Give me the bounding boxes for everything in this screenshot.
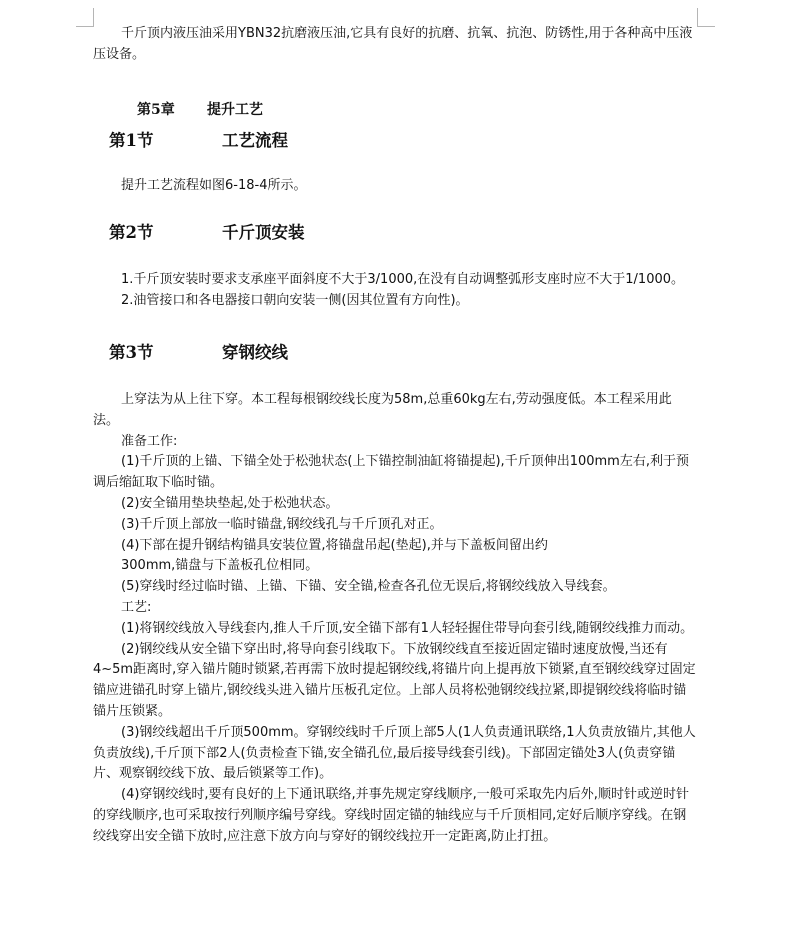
paragraph: (4)穿钢绞线时,要有良好的上下通讯联络,并事先规定穿线顺序,一般可采取先内后外,顺时针或逆时针的穿线顺序,也可采取按行列顺序编号穿线。穿线时固定锚的轴线应与千斤顶相同,定好后顺序穿线。在钢绞线穿出安全锚下放时,应注意下放方向与穿好的钢绞线拉开一定距离,防止打扭。 [93,787,689,844]
corner-mark-left-h [76,26,94,27]
document-page [93,24,697,848]
section-title: 穿钢绞线 [222,342,288,362]
corner-mark-right-h [697,26,715,27]
paragraph: (3)千斤顶上部放一临时锚盘,钢绞线孔与千斤顶孔对正。 [121,516,443,532]
section-number: 第1节 [109,130,154,150]
paragraph: (2)钢绞线从安全锚下穿出时,将导向套引线取下。下放钢绞线直至接近固定锚时速度放慢,当还有4~5m距离时,穿入锚片随时锁紧,若再需下放时提起钢绞线,将锚片向上提再放下锁紧,直至钢绞线穿过固定锚应进锚孔时穿上锚片,钢绞线头进入锚片压板孔定位。上部人员将松弛钢绞线拉紧,即提钢绞线将临时锚锚片压锁紧。 [93,641,696,719]
paragraph: 提升工艺流程如图6-18-4所示。 [121,177,307,193]
chapter-title: 提升工艺 [207,101,263,118]
paragraph: (4)下部在提升钢结构锚具安装位置,将锚盘吊起(垫起),并与下盖板间留出约 [121,537,548,553]
section-heading-2 [109,222,697,244]
section-title: 工艺流程 [222,130,288,150]
paragraph: 1.千斤顶安装时要求支承座平面斜度不大于3/1000,在没有自动调整弧形支座时应不大于1/1000。 [121,272,685,288]
chapter-number: 第5章 [137,101,175,118]
paragraph: (1)将钢绞线放入导线套内,推人千斤顶,安全锚下部有1人轻轻握住带导向套引线,随钢绞线推力而动。 [121,620,694,636]
paragraph: (2)安全锚用垫块垫起,处于松弛状态。 [121,495,339,511]
paragraph: 准备工作: [121,433,178,449]
paragraph: 2.油管接口和各电器接口朝向安装一侧(因其位置有方向性)。 [121,293,469,309]
paragraph: (5)穿线时经过临时锚、上锚、下锚、安全锚,检查各孔位无误后,将钢绞线放入导线套。 [121,579,616,595]
section-number: 第2节 [109,223,154,243]
section-heading-1 [109,130,697,152]
section-title: 千斤顶安装 [222,223,305,243]
paragraph: (1)千斤顶的上锚、下锚全处于松弛状态(上下锚控制油缸将锚提起),千斤顶伸出100mm左右,利于预调后缩缸取下临时锚。 [93,454,689,491]
paragraph: (3)钢绞线超出千斤顶500mm。穿钢绞线时千斤顶上部5人(1人负责通讯联络,1人负责放锚片,其他人负责放线),千斤顶下部2人(负责检查下锚,安全锚孔位,最后接导线套引线)。下部固定锚处3人(负责穿锚片、观察钢绞线下放、最后锁紧等工作)。 [93,724,696,782]
chapter-heading [137,100,697,120]
paragraph: 300mm,锚盘与下盖板孔位相同。 [121,558,319,574]
section-heading-3 [109,342,697,364]
section-number: 第3节 [109,342,154,362]
paragraph: 上穿法为从上往下穿。本工程每根钢绞线长度为58m,总重60kg左右,劳动强度低。本工程采用此法。 [93,391,672,428]
corner-mark-right-v [697,8,698,27]
paragraph: 工艺: [121,599,152,615]
intro-paragraph: 千斤顶内液压油采用YBN32抗磨液压油,它具有良好的抗磨、抗氧、抗泡、防锈性,用于各种高中压液压设备。 [93,26,693,62]
